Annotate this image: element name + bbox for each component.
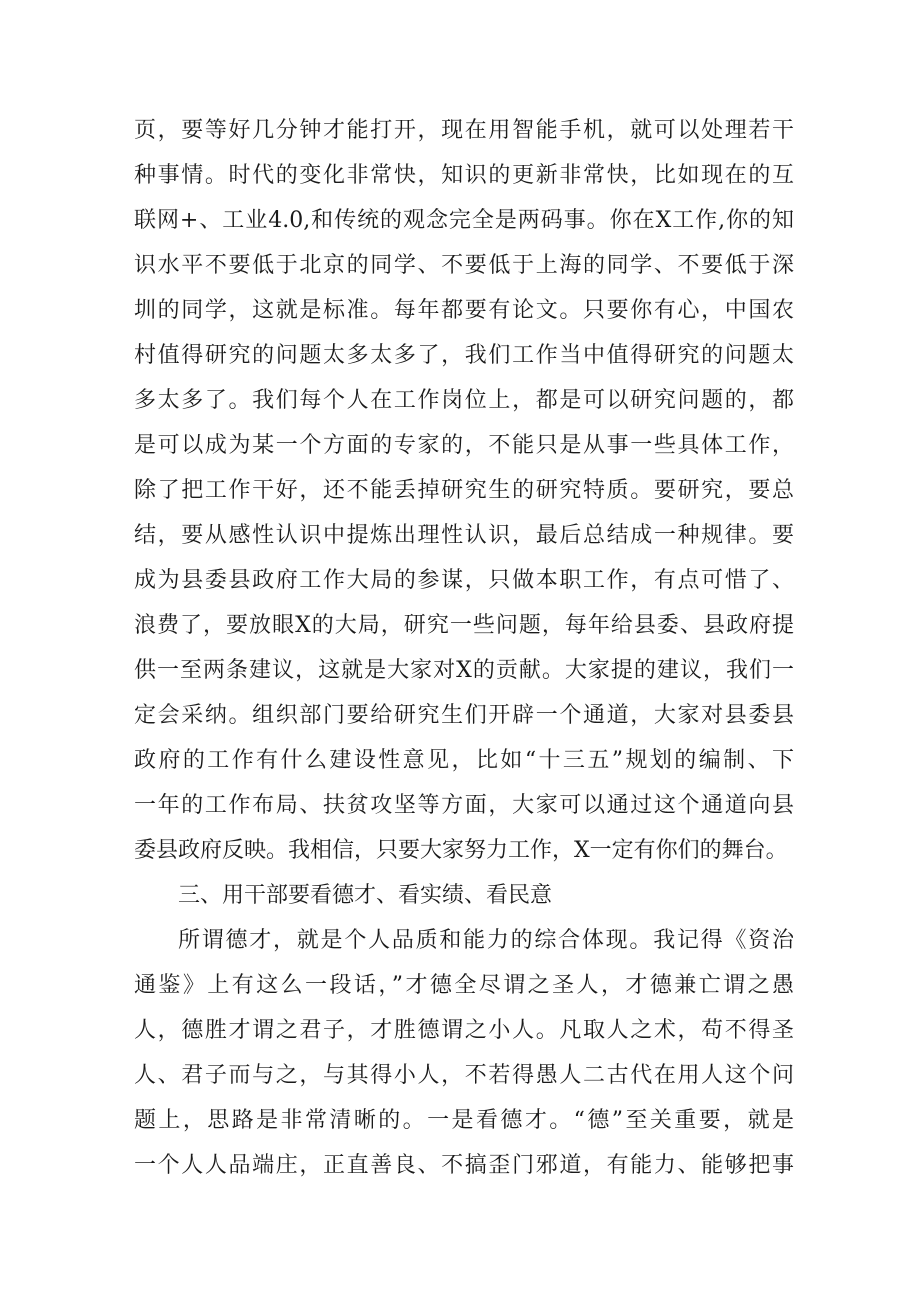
paragraph-line: 一个人人品端庄，正直善良、不搞歪门邪道，有能力、能够把事 <box>134 1153 794 1178</box>
paragraph-line: 村值得研究的问题太多太多了，我们工作当中值得研究的问题太 <box>134 343 794 368</box>
paragraph-line: 页，要等好几分钟才能打开，现在用智能手机，就可以处理若干 <box>134 118 794 143</box>
paragraph-line: 除了把工作干好，还不能丢掉研究生的研究特质。要研究，要总 <box>134 478 794 503</box>
paragraph-line: 政府的工作有什么建设性意见，比如“十三五”规划的编制、下 <box>134 748 794 773</box>
paragraph-line: 识水平不要低于北京的同学、不要低于上海的同学、不要低于深 <box>134 253 794 278</box>
paragraph-line: 联网+、工业4.0,和传统的观念完全是两码事。你在X工作,你的知 <box>134 208 794 233</box>
paragraph-line: 成为县委县政府工作大局的参谋，只做本职工作，有点可惜了、 <box>134 568 794 593</box>
paragraph-line: 多太多了。我们每个人在工作岗位上，都是可以研究问题的，都 <box>134 388 794 413</box>
paragraph-line: 题上，思路是非常清晰的。一是看德才。“德”至关重要，就是 <box>134 1108 794 1133</box>
paragraph-line: 圳的同学，这就是标准。每年都要有论文。只要你有心，中国农 <box>134 298 794 323</box>
paragraph-line: 结，要从感性认识中提炼出理性认识，最后总结成一种规律。要 <box>134 523 794 548</box>
paragraph-line: 通鉴》上有这么一段话，”才德全尽谓之圣人，才德兼亡谓之愚 <box>134 973 794 998</box>
section-heading: 三、用干部要看德才、看实绩、看民意 <box>178 883 553 908</box>
paragraph-line: 浪费了，要放眼X的大局，研究一些问题，每年给县委、县政府提 <box>134 613 794 638</box>
paragraph-line: 人，德胜才谓之君子，才胜德谓之小人。凡取人之术，苟不得圣 <box>134 1018 794 1043</box>
paragraph-line: 所谓德才，就是个人品质和能力的综合体现。我记得《资治 <box>178 928 794 953</box>
paragraph-line: 是可以成为某一个方面的专家的，不能只是从事一些具体工作， <box>134 433 794 458</box>
paragraph-line: 定会采纳。组织部门要给研究生们开辟一个通道，大家对县委县 <box>134 703 794 728</box>
paragraph-line: 人、君子而与之，与其得小人，不若得愚人二古代在用人这个问 <box>134 1063 794 1088</box>
document-body <box>134 108 794 1188</box>
paragraph-line: 种事情。时代的变化非常快，知识的更新非常快，比如现在的互 <box>134 163 794 188</box>
paragraph-line: 一年的工作布局、扶贫攻坚等方面，大家可以通过这个通道向县 <box>134 793 794 818</box>
paragraph-line: 供一至两条建议，这就是大家对X的贡献。大家提的建议，我们一 <box>134 658 794 683</box>
paragraph-line: 委县政府反映。我相信，只要大家努力工作，X一定有你们的舞台。 <box>134 838 788 863</box>
